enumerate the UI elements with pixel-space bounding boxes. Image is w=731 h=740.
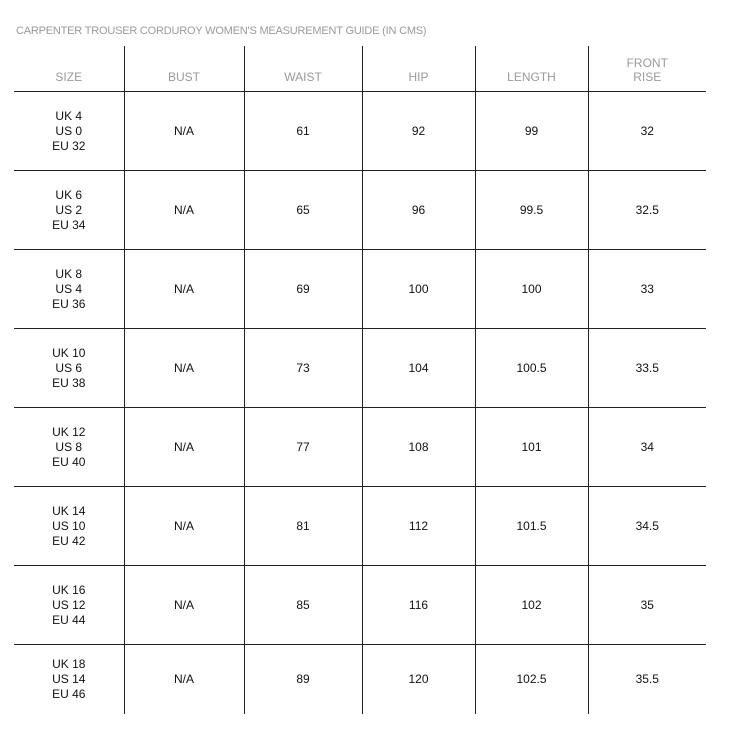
- cell-front-rise: 32.5: [588, 171, 706, 250]
- cell-hip: 120: [362, 645, 475, 715]
- cell-length: 101.5: [475, 487, 588, 566]
- cell-length: 102.5: [475, 645, 588, 715]
- cell-bust: N/A: [124, 645, 244, 715]
- header-size: SIZE: [14, 46, 124, 92]
- cell-length: 101: [475, 408, 588, 487]
- size-label: US 12: [52, 597, 86, 612]
- table-row: [14, 250, 706, 329]
- header-row: [14, 46, 706, 92]
- table-row: [14, 408, 706, 487]
- size-label: UK 16: [52, 582, 86, 597]
- cell-hip: 108: [362, 408, 475, 487]
- size-label: US 8: [55, 439, 83, 454]
- cell-size: [14, 329, 124, 408]
- cell-bust: N/A: [124, 408, 244, 487]
- size-label: UK 4: [55, 108, 83, 123]
- cell-waist: 89: [244, 645, 362, 715]
- size-label: US 4: [55, 281, 83, 296]
- size-label: US 14: [52, 672, 86, 686]
- cell-bust: N/A: [124, 487, 244, 566]
- cell-waist: 69: [244, 250, 362, 329]
- header-hip: HIP: [362, 46, 475, 92]
- cell-front-rise: 35: [588, 566, 706, 645]
- size-label: UK 8: [55, 266, 83, 281]
- cell-front-rise: 34: [588, 408, 706, 487]
- cell-length: 102: [475, 566, 588, 645]
- cell-length: 99: [475, 92, 588, 171]
- cell-bust: N/A: [124, 566, 244, 645]
- size-label: EU 46: [52, 687, 86, 701]
- size-label: EU 32: [52, 138, 86, 153]
- header-front-rise: FRONT RISE: [588, 46, 706, 92]
- size-label: EU 40: [52, 454, 86, 469]
- cell-size: [14, 487, 124, 566]
- size-label: EU 34: [52, 217, 86, 232]
- size-label: UK 14: [52, 503, 86, 518]
- cell-hip: 112: [362, 487, 475, 566]
- size-label: EU 44: [52, 612, 86, 627]
- cell-waist: 81: [244, 487, 362, 566]
- size-label: UK 10: [52, 345, 86, 360]
- table-row: [14, 171, 706, 250]
- page-title: CARPENTER TROUSER CORDUROY WOMEN'S MEASUREMENT GUIDE (IN CMS): [16, 25, 427, 37]
- size-label: EU 42: [52, 533, 86, 548]
- size-label: UK 12: [52, 424, 86, 439]
- cell-front-rise: 35.5: [588, 645, 706, 715]
- size-label: US 6: [55, 360, 83, 375]
- cell-waist: 73: [244, 329, 362, 408]
- cell-waist: 65: [244, 171, 362, 250]
- measurement-table: [14, 46, 706, 714]
- cell-size: [14, 645, 124, 715]
- cell-size: [14, 566, 124, 645]
- size-label: US 10: [52, 518, 86, 533]
- cell-waist: 77: [244, 408, 362, 487]
- cell-front-rise: 33: [588, 250, 706, 329]
- size-label: UK 18: [52, 657, 86, 671]
- cell-front-rise: 34.5: [588, 487, 706, 566]
- cell-bust: N/A: [124, 250, 244, 329]
- cell-bust: N/A: [124, 92, 244, 171]
- cell-hip: 116: [362, 566, 475, 645]
- cell-hip: 92: [362, 92, 475, 171]
- cell-front-rise: 32: [588, 92, 706, 171]
- cell-size: [14, 171, 124, 250]
- cell-waist: 85: [244, 566, 362, 645]
- table-row: [14, 566, 706, 645]
- size-label: US 2: [55, 202, 83, 217]
- size-label: EU 38: [52, 375, 86, 390]
- cell-length: 100.5: [475, 329, 588, 408]
- table-row: [14, 92, 706, 171]
- header-bust: BUST: [124, 46, 244, 92]
- cell-size: [14, 92, 124, 171]
- cell-hip: 100: [362, 250, 475, 329]
- table-row: [14, 329, 706, 408]
- cell-length: 99.5: [475, 171, 588, 250]
- cell-size: [14, 250, 124, 329]
- cell-front-rise: 33.5: [588, 329, 706, 408]
- header-waist: WAIST: [244, 46, 362, 92]
- cell-hip: 96: [362, 171, 475, 250]
- size-label: US 0: [55, 123, 83, 138]
- cell-length: 100: [475, 250, 588, 329]
- header-length: LENGTH: [475, 46, 588, 92]
- size-label: UK 6: [55, 187, 83, 202]
- cell-bust: N/A: [124, 171, 244, 250]
- cell-hip: 104: [362, 329, 475, 408]
- cell-waist: 61: [244, 92, 362, 171]
- cell-bust: N/A: [124, 329, 244, 408]
- cell-size: [14, 408, 124, 487]
- table-row: [14, 487, 706, 566]
- size-label: EU 36: [52, 296, 86, 311]
- table-row: [14, 645, 706, 715]
